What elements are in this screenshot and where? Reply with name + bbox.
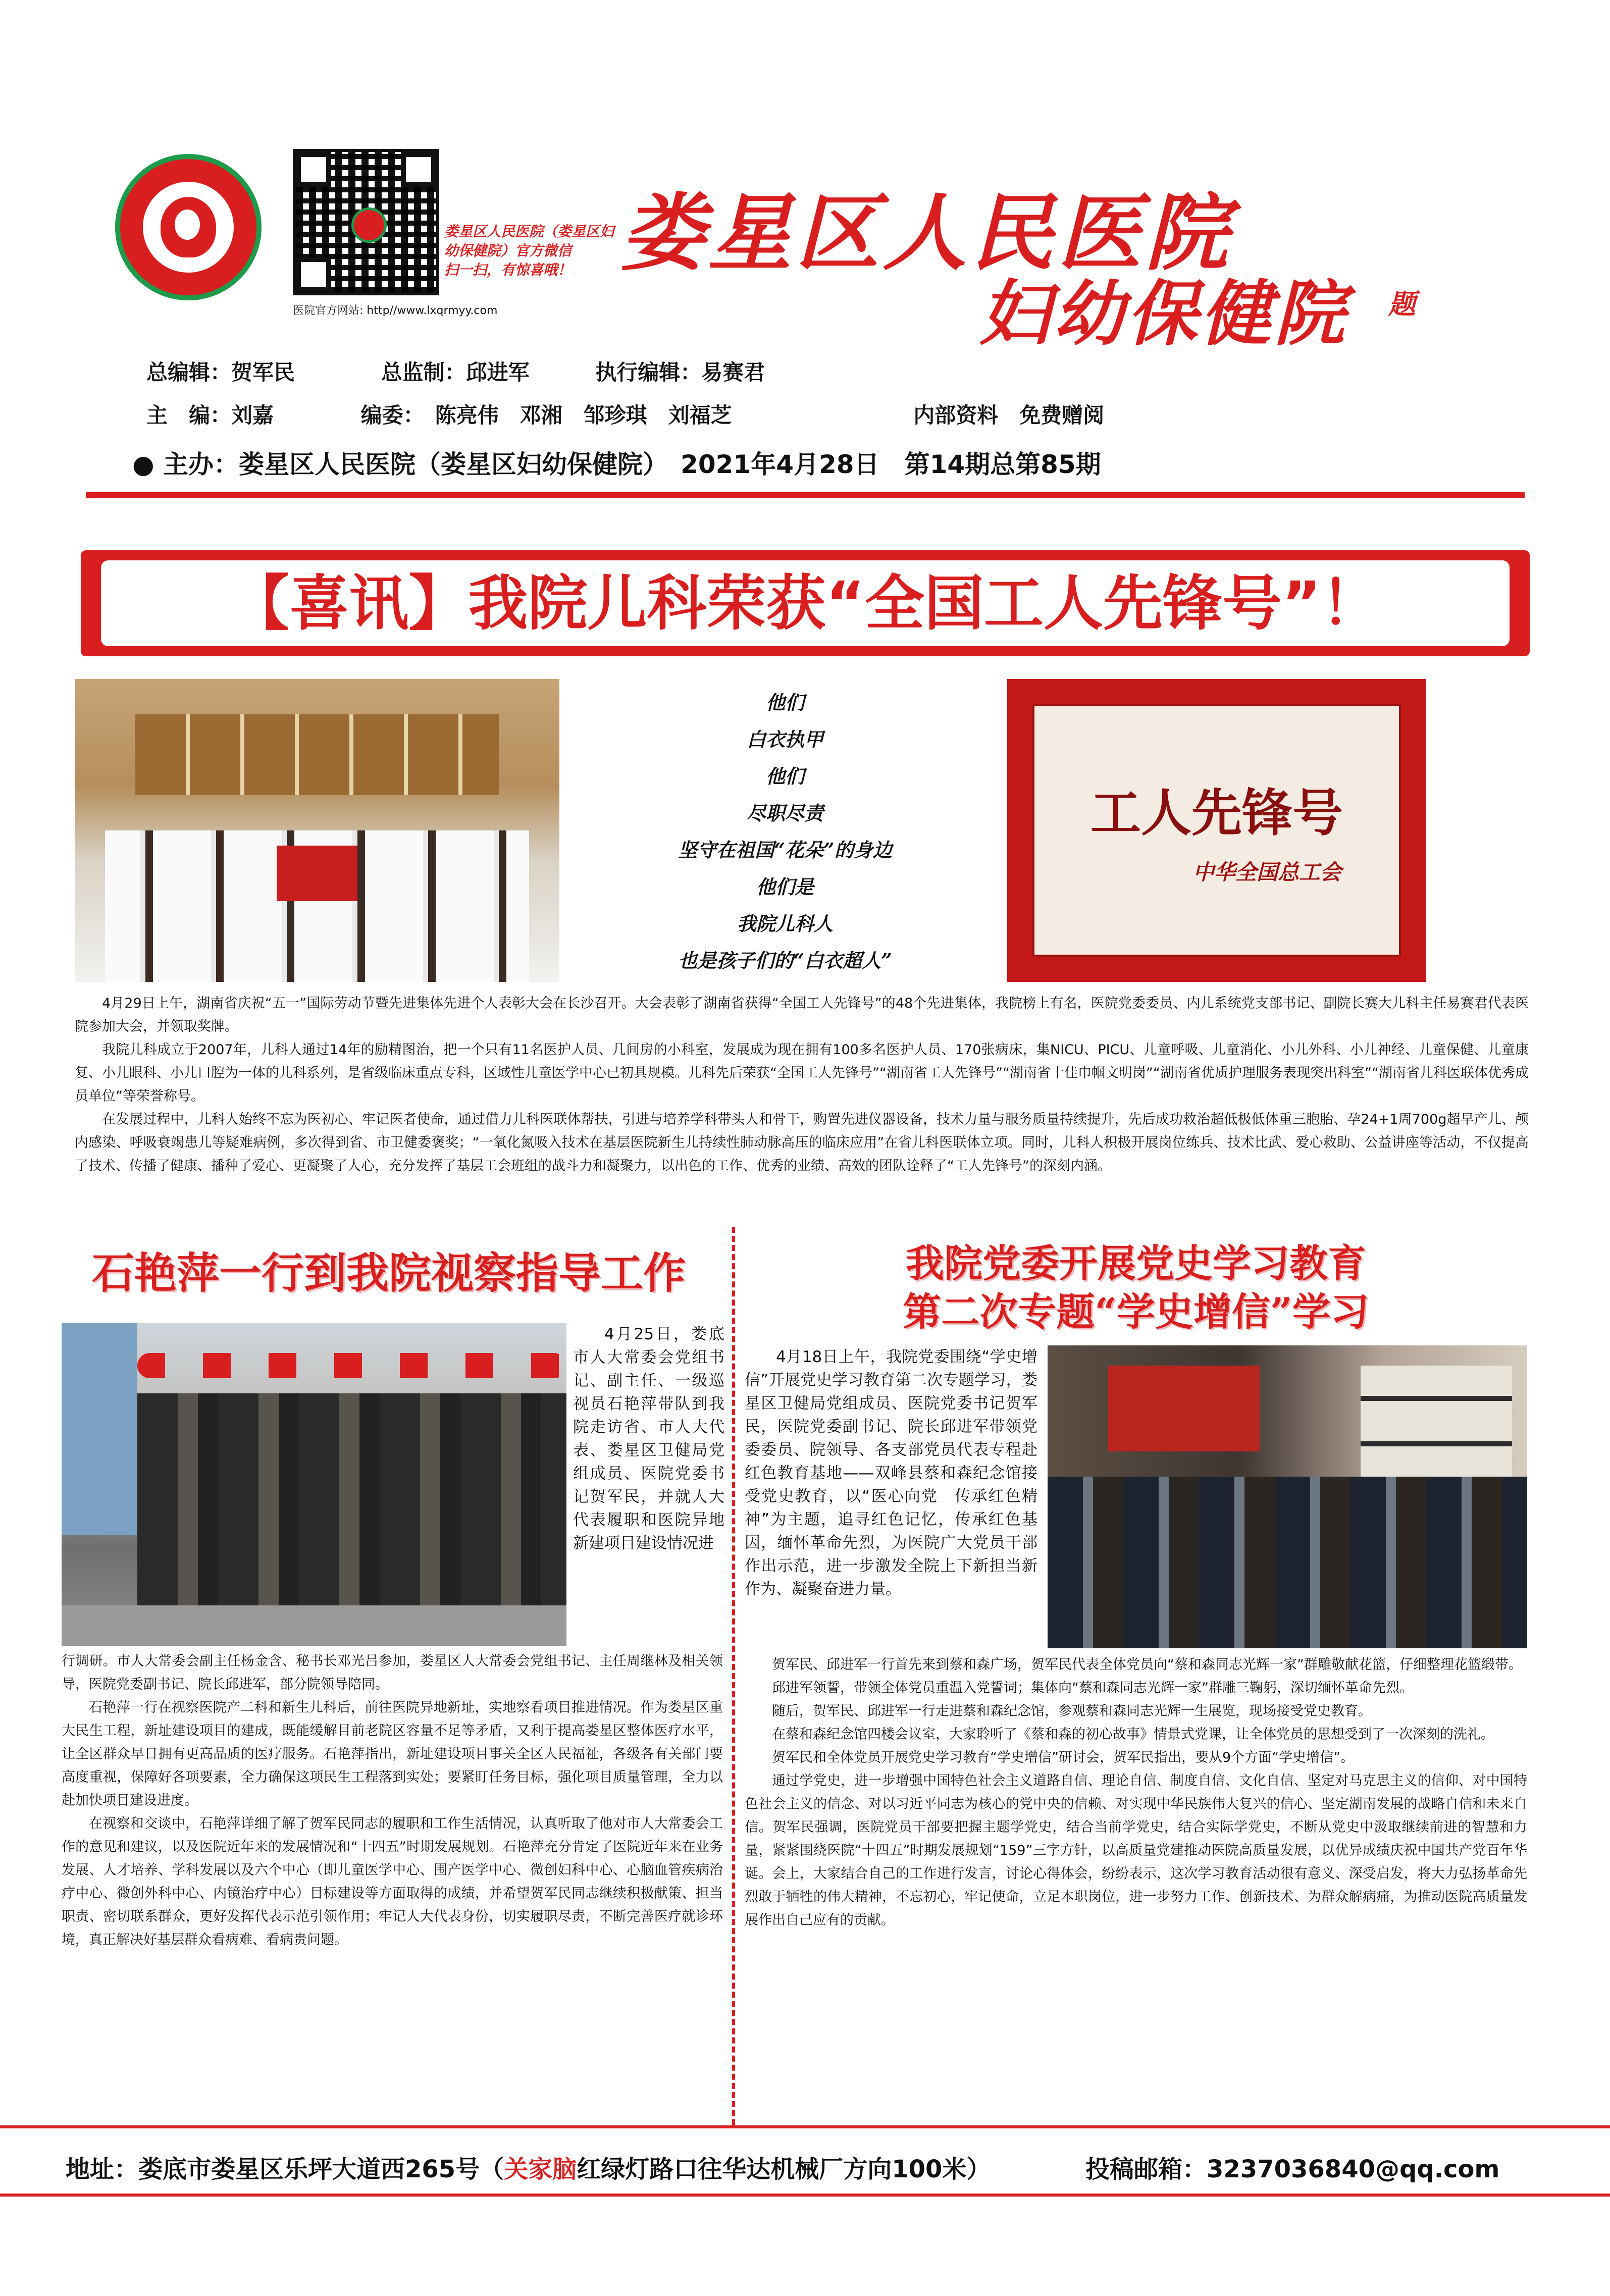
main-editor: 主 编：刘嘉 bbox=[146, 403, 274, 428]
award-plaque bbox=[1007, 679, 1426, 982]
headline-text: 【喜讯】我院儿科荣获“全国工人先锋号”！ bbox=[230, 568, 1381, 638]
footer-address bbox=[66, 2150, 1075, 2184]
article3-title-line1: 我院党委开展党史学习教育 bbox=[906, 1241, 1366, 1286]
masthead-title-line1: 娄星区人民医院 bbox=[621, 184, 1232, 282]
footer-rule-bottom bbox=[0, 2194, 1610, 2197]
executive-editor: 执行编辑：易赛君 bbox=[595, 360, 765, 385]
article3-paragraph: 随后，贺军民、邱进军一行走进蔡和森纪念馆，参观蔡和森同志光辉一生展览，现场接受党史教育。 bbox=[772, 1703, 1372, 1719]
qr-code bbox=[293, 149, 439, 295]
chief-supervisor: 总监制：邱进军 bbox=[381, 360, 530, 385]
column-divider bbox=[732, 1227, 735, 2125]
address-highlight: 关家脑 bbox=[504, 2155, 577, 2183]
editorial-board: 编委： 陈亮伟 邓湘 邹珍琪 刘福芝 bbox=[360, 403, 732, 428]
article1-paragraph: 4月29日上午，湖南省庆祝“五一”国际劳动节暨先进集体先进个人表彰大会在长沙召开。大会表彰了湖南省获得“全国工人先锋号”的48个先进集体，我院榜上有名，医院党委委员、内儿系统党支部书记、副院长赛大儿科主任易赛君代表医院参加大会，并领取奖牌。 bbox=[75, 996, 1529, 1034]
poem-line: 坚守在祖国“花朵”的身边 bbox=[678, 839, 892, 861]
poem-line: 也是孩子们的“白衣超人” bbox=[678, 949, 892, 972]
poem-line: 他们是 bbox=[756, 875, 814, 898]
article2-side-text bbox=[573, 1323, 724, 1555]
plaque-title: 工人先锋号 bbox=[1090, 783, 1343, 843]
qr-caption-line1: 娄星区人民医院（娄星区妇幼保健院）官方微信 bbox=[444, 223, 614, 259]
website-text: 医院官方网站: http//www.lxqrmyy.com bbox=[293, 304, 498, 317]
article2-paragraph: 行调研。市人大常委会副主任杨金含、秘书长邓光吕参加，娄星区人大常委会党组书记、主任周继林及相关领导，医院党委副书记、院长邱进军，部分院领导陪同。 bbox=[62, 1653, 723, 1692]
qr-caption-line2: 扫一扫，有惊喜哦！ bbox=[444, 262, 572, 278]
article3-paragraph: 通过学党史，进一步增强中国特色社会主义道路自信、理论自信、制度自信、文化自信、坚定对马克思主义的信仰、对中国特色社会主义的信念、对以习近平同志为核心的党中央的信赖、对实现中华民族伟大复兴的信心、坚定湖南发展的战略自信和未来自信。贺军民强调，医院党员干部要把握主题学党史，结合当前学党史，结合实际学党史，不断从党史中汲取继续前进的智慧和力量，紧紧围绕医院“十四五”时期发展规划“159”三字方针，以高质量党建推动医院高质量发展，以优异成绩庆祝中国共产党百年华诞。会上，大家结合自己的工作进行发言，讨论心得体会，纷纷表示，这次学习教育活动很有意义、深受启发，将大力弘扬革命先烈敢于牺牲的伟大精神，不忘初心，牢记使命，立足本职岗位，进一步努力工作、创新技术、为群众解病痛，为推动医院高质量发展作出自己应有的贡献。 bbox=[745, 1773, 1527, 1928]
article2-paragraph: 在视察和交谈中，石艳萍详细了解了贺军民同志的履职和工作生活情况，认真听取了他对市人大常委会工作的意见和建议，以及医院近年来的发展情况和“十四五”时期发展规划。石艳萍充分肯定了医院近年来在业务发展、人才培养、学科发展以及六个中心（即儿童医学中心、围产医学中心、微创妇科中心、心脑血管疾病治疗中心、微创外科中心、内镜治疗中心）目标建设等方面取得的成绩，并希望贺军民同志继续积极献策、担当职责、密切联系群众，更好发挥代表示范引领作用；牢记人大代表身份，切实履职尽责，不断完善医疗就诊环境，真正解决好基层群众看病难、看病贵问题。 bbox=[62, 1816, 723, 1948]
poem-line: 我院儿科人 bbox=[737, 912, 833, 935]
article2-body bbox=[62, 1650, 723, 1952]
article2-title: 石艳萍一行到我院视察指导工作 bbox=[91, 1248, 686, 1298]
footer-rule-top bbox=[0, 2125, 1610, 2128]
qr-caption bbox=[444, 222, 626, 280]
article1-body bbox=[75, 992, 1529, 1178]
poem-line: 他们 bbox=[765, 765, 804, 788]
article3-paragraph: 在蔡和森纪念馆四楼会议室，大家聆听了《蔡和森的初心故事》情景式党课，让全体党员的思想受到了一次深刻的洗礼。 bbox=[772, 1727, 1494, 1742]
hospital-logo bbox=[115, 154, 262, 300]
memorial-visit-photo bbox=[1048, 1345, 1527, 1648]
article3-paragraph: 贺军民和全体党员开展党史学习教育“学史增信”研讨会，贺军民指出，要从9个方面“学史增信”。 bbox=[772, 1750, 1355, 1765]
pediatrics-team-photo bbox=[75, 679, 559, 982]
masthead-divider bbox=[86, 492, 1525, 498]
article3-body bbox=[745, 1653, 1527, 1932]
article2-paragraph: 石艳萍一行在视察医院产二科和新生儿科后，前往医院异地新址，实地察看项目推进情况。作为娄星区重大民生工程，新址建设项目的建成，既能缓解目前老院区容量不足等矛盾，又利于提高娄星区整体医疗水平，让全区群众早日拥有更高品质的医疗服务。石艳萍指出，新址建设项目事关全区人民福祉，各级各有关部门要高度重视，保障好各项要素，全力确保这项民生工程落到实处；要紧盯任务目标，强化项目质量管理，全力以赴加快项目建设进度。 bbox=[62, 1700, 723, 1808]
masthead-title-line2: 妇幼保健院 bbox=[979, 273, 1348, 355]
article3-title-line2: 第二次专题“学史增信”学习 bbox=[903, 1289, 1369, 1334]
poem-line: 白衣执甲 bbox=[746, 728, 823, 751]
staff-row-2 bbox=[146, 399, 1409, 429]
inspection-photo bbox=[62, 1323, 566, 1646]
article2-side-paragraph: 4月25日，娄底市人大常委会党组书记、副主任、一级巡视员石艳萍带队到我院走访省、市人大代表、娄星区卫健局党组成员、医院党委书记贺军民，并就人大代表履职和医院异地新建项目建设情况进 bbox=[573, 1325, 724, 1552]
article3-paragraph: 邱进军领誓，带领全体党员重温入党誓词；集体向“蔡和森同志光辉一家”群雕三鞠躬，深切缅怀革命先烈。 bbox=[772, 1680, 1413, 1696]
article3-title bbox=[742, 1239, 1530, 1336]
address-prefix: 地址：娄底市娄星区乐坪大道西265号（ bbox=[66, 2155, 504, 2183]
footer-email: 投稿邮箱：3237036840@qq.com bbox=[1085, 2155, 1500, 2183]
article1-paragraph: 在发展过程中，儿科人始终不忘为医初心、牢记医者使命，通过借力儿科医联体帮扶，引进与培养学科带头人和骨干，购置先进仪器设备，技术力量与服务质量持续提升，先后成功救治超低极低体重三胞胎、孕24+1周700g超早产儿、颅内感染、呼吸衰竭患儿等疑难病例，多次得到省、市卫健委褒奖；“一氧化氮吸入技术在基层医院新生儿持续性肺动脉高压的临床应用”在省儿科医联体立项。同时，儿科人积极开展岗位练兵、技术比武、爱心救助、公益讲座等活动，不仅提高了技术、传播了健康、播种了爱心、更凝聚了人心，充分发挥了基层工会班组的战斗力和凝聚力，以出色的工作、优秀的业绩、高效的团队诠释了“工人先锋号”的深刻内涵。 bbox=[75, 1112, 1529, 1174]
poem-line: 尽职尽责 bbox=[746, 802, 823, 824]
internal-notice: 内部资料 免费赠阅 bbox=[913, 403, 1105, 428]
address-suffix: 红绿灯路口往华达机械厂方向100米） bbox=[577, 2155, 991, 2183]
publisher-line: ● 主办：娄星区人民医院（娄星区妇幼保健院） 2021年4月28日 第14期总第85期 bbox=[132, 450, 1101, 479]
article3-side-text bbox=[745, 1345, 1037, 1601]
article3-paragraph: 贺军民、邱进军一行首先来到蔡和森广场，贺军民代表全体党员向“蔡和森同志光辉一家”群雕敬献花篮，仔细整理花篮缎带。 bbox=[772, 1657, 1522, 1673]
article3-side-paragraph: 4月18日上午，我院党委围绕“学史增信”开展党史学习教育第二次专题学习，娄星区卫健局党组成员、医院党委书记贺军民，医院党委副书记、院长邱进军带领党委委员、院领导、各支部党员代表专程赴红色教育基地——双峰县蔡和森纪念馆接受党史教育，以“医心向党 传承红色精神”为主题，追寻红色记忆，传承红色基因，缅怀革命先烈，为医院广大党员干部作出示范，进一步激发全院上下新担当新作为、凝聚奋进力量。 bbox=[745, 1348, 1037, 1598]
article1-paragraph: 我院儿科成立于2007年，儿科人通过14年的励精图治，把一个只有11名医护人员、几间房的小科室，发展成为现在拥有100多名医护人员、170张病床，集NICU、PICU、儿童呼吸、儿童消化、小儿外科、小儿神经、儿童保健、儿童康复、小儿眼科、小儿口腔为一体的儿科系列，是省级临床重点专科，区域性儿童医学中心已初具规模。儿科先后荣获“全国工人先锋号”“湖南省工人先锋号”“湖南省十佳巾帼文明岗”“湖南省优质护理服务表现突出科室”“湖南省儿科医联体优秀成员单位”等荣誉称号。 bbox=[75, 1042, 1529, 1104]
poem bbox=[570, 684, 1000, 979]
staff-row-1 bbox=[146, 356, 954, 386]
plaque-subtitle: 中华全国总工会 bbox=[1192, 860, 1341, 884]
chief-editor: 总编辑：贺军民 bbox=[146, 360, 295, 385]
poem-line: 他们 bbox=[765, 691, 804, 714]
headline-banner bbox=[81, 550, 1530, 656]
calligraphy-seal: 题 bbox=[1388, 288, 1416, 320]
